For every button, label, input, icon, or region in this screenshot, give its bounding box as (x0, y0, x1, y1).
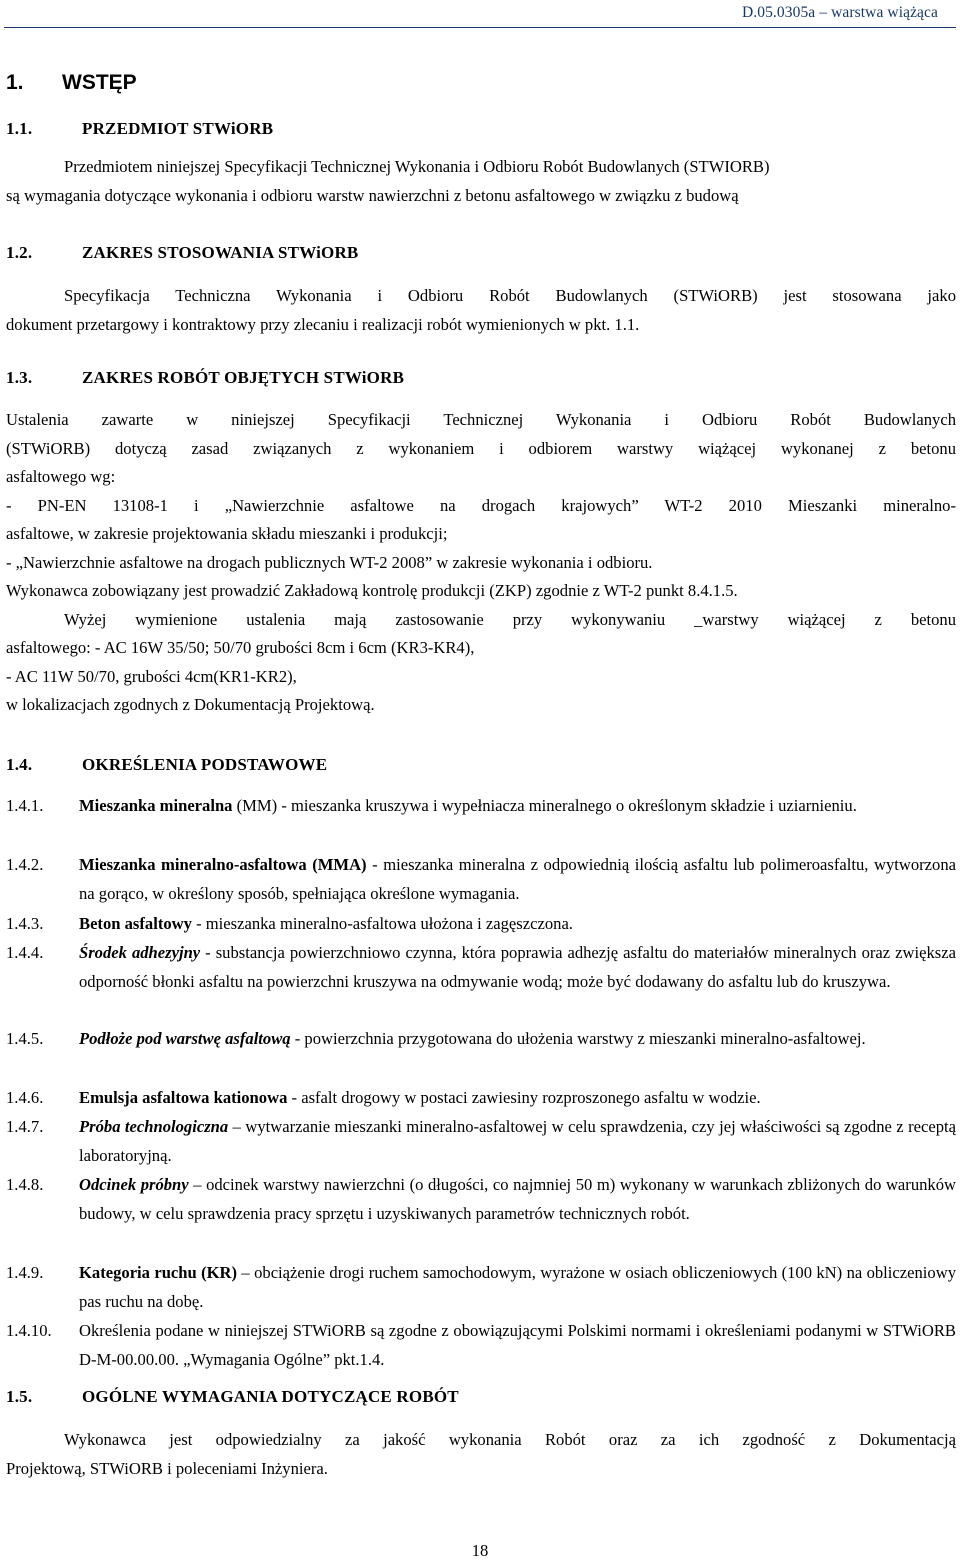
section-number: 1.1. (6, 119, 33, 138)
section-title: PRZEDMIOT STWiORB (82, 119, 274, 138)
header-rule (4, 27, 956, 28)
definition-number: 1.4.10. (6, 1321, 52, 1340)
definition-number: 1.4.1. (6, 796, 44, 815)
section-title: WSTĘP (62, 71, 137, 94)
text-line: - PN-EN 13108-1 i „Nawierzchnie asfaltowe na drogach krajowych” WT-2 2010 Mieszanki mineralno- (6, 495, 956, 515)
definition-1-4-6 (6, 1083, 956, 1112)
text-line: asfaltowego: - AC 16W 35/50; 50/70 grubości 8cm i 6cm (KR3-KR4), (6, 638, 475, 657)
section-heading-1 (6, 71, 137, 95)
text-line: - AC 11W 50/70, grubości 4cm(KR1-KR2), (6, 666, 297, 686)
section-title: ZAKRES STOSOWANIA STWiORB (82, 243, 359, 262)
document-code: D.05.0305a – warstwa wiążąca (741, 4, 938, 21)
paragraph-1-2 (6, 282, 956, 339)
definition-term: Beton asfaltowy (79, 914, 192, 933)
definition-abbr: (KR) (196, 1263, 238, 1282)
section-number: 1.5. (6, 1387, 33, 1406)
definition-term: Próba technologiczna (79, 1117, 229, 1136)
section-title: ZAKRES ROBÓT OBJĘTYCH STWiORB (82, 368, 405, 387)
definition-text: - mieszanka mineralno-asfaltowa ułożona i zagęszczona. (191, 914, 573, 933)
definition-1-4-1 (6, 791, 956, 820)
definition-number: 1.4.7. (6, 1117, 44, 1136)
definition-text: - mieszanka mineralna z odpowiednią ilością asfaltu lub polimeroasfaltu, wytworzona na gorąco, w określony sposób, spełniająca określone wymagania. (79, 855, 956, 903)
definition-1-4-3 (6, 909, 956, 938)
section-heading-1-1 (6, 119, 273, 139)
text-line: Wykonawca zobowiązany jest prowadzić Zakładową kontrolę produkcji (ZKP) zgodnie z WT-2 punkt 8.4.1.5. (6, 581, 738, 600)
paragraph-1-5 (6, 1426, 956, 1483)
definition-1-4-4 (6, 938, 956, 996)
definition-number: 1.4.6. (6, 1088, 44, 1107)
text-line: w lokalizacjach zgodnych z Dokumentacją Projektową. (6, 695, 375, 714)
definition-number: 1.4.4. (6, 943, 44, 962)
definition-text: – obciążenie drogi ruchem samochodowym, wyrażone w osiach obliczeniowych (100 kN) na obliczeniowy pas ruchu na dobę. (79, 1263, 956, 1311)
section-title: OKREŚLENIA PODSTAWOWE (82, 755, 328, 774)
definition-1-4-2 (6, 850, 956, 908)
definition-number: 1.4.8. (6, 1175, 44, 1194)
text-line: Specyfikacja Techniczna Wykonania i Odbioru Robót Budowlanych (STWiORB) jest stosowana jako (64, 286, 956, 305)
section-heading-1-5 (6, 1387, 459, 1407)
definition-text: Określenia podane w niniejszej STWiORB są zgodne z obowiązującymi Polskimi normami i określeniami podanymi w STWiORB D-M-00.00.00. „Wymagania Ogólne” pkt.1.4. (79, 1321, 956, 1369)
definition-text: - mieszanka kruszywa i wypełniacza mineralnego o określonym składzie i uziarnieniu. (277, 796, 857, 815)
text-line: Ustalenia zawarte w niniejszej Specyfikacji Technicznej Wykonania i Odbioru Robót Budowlanych (6, 410, 956, 429)
section-title: OGÓLNE WYMAGANIA DOTYCZĄCE ROBÓT (82, 1387, 459, 1406)
paragraph-1-3 (6, 406, 956, 720)
definition-term: Odcinek próbny (79, 1175, 189, 1194)
definition-number: 1.4.3. (6, 914, 44, 933)
section-heading-1-4 (6, 755, 327, 775)
definition-term: Kategoria ruchu (79, 1263, 197, 1282)
definition-1-4-8 (6, 1170, 956, 1228)
definition-text: - substancja powierzchniowo czynna, która poprawia adhezję asfaltu do materiałów mineralnych oraz zwiększa odporność błonki asfaltu na powierzchni kruszywa na odmywanie wodą; może być dodawany do asfaltu lub do kruszywa. (79, 943, 956, 991)
text-line: Projektową, STWiORB i poleceniami Inżyniera. (6, 1458, 328, 1478)
paragraph-1-1 (6, 153, 956, 210)
definition-term: Podłoże pod warstwę asfaltową (79, 1029, 291, 1048)
definition-text: – wytwarzanie mieszanki mineralno-asfaltowej w celu sprawdzenia, czy jej właściwości są zgodne z receptą laboratoryjną. (79, 1117, 957, 1165)
page-number: 18 (471, 1541, 489, 1560)
text-line: asfaltowe, w zakresie projektowania składu mieszanki i produkcji; (6, 524, 448, 543)
definition-number: 1.4.2. (6, 855, 44, 874)
text-line: Wykonawca jest odpowiedzialny za jakość wykonania Robót oraz za ich zgodność z Dokumentacją (64, 1430, 956, 1449)
definition-abbr: (MMA) (306, 855, 367, 874)
section-heading-1-2 (6, 243, 358, 263)
section-number: 1. (6, 71, 24, 94)
text-line: dokument przetargowy i kontraktowy przy zlecaniu i realizacji robót wymienionych w pkt. 1.1. (6, 314, 640, 334)
text-line: (STWiORB) dotyczą zasad związanych z wykonaniem i odbiorem warstwy wiążącej wykonanej z betonu (6, 438, 956, 458)
section-number: 1.3. (6, 368, 33, 387)
text-line: - „Nawierzchnie asfaltowe na drogach publicznych WT-2 2008” w zakresie wykonania i odbioru. (6, 552, 653, 572)
definition-1-4-10 (6, 1316, 956, 1374)
text-line: Wyżej wymienione ustalenia mają zastosowanie przy wykonywaniu _warstwy wiążącej z betonu (64, 609, 956, 629)
definition-number: 1.4.5. (6, 1029, 44, 1048)
definition-1-4-9 (6, 1258, 956, 1316)
text-line: Przedmiotem niniejszej Specyfikacji Technicznej Wykonania i Odbioru Robót Budowlanych (STWIORB) (64, 157, 770, 176)
section-number: 1.2. (6, 243, 33, 262)
definition-1-4-7 (6, 1112, 956, 1170)
definition-1-4-5 (6, 1024, 956, 1053)
section-heading-1-3 (6, 368, 404, 388)
definition-number: 1.4.9. (6, 1263, 44, 1282)
definition-term: Emulsja asfaltowa kationowa (79, 1088, 288, 1107)
text-line: są wymagania dotyczące wykonania i odbioru warstw nawierzchni z betonu asfaltowego w związku z budową (6, 185, 739, 205)
definition-text: – odcinek warstwy nawierzchni (o długości, co najmniej 50 m) wykonany w warunkach zbliżonych do warunków budowy, w celu sprawdzenia pracy sprzętu i uzyskiwanych parametrów technicznych robót. (79, 1175, 956, 1223)
text-line: asfaltowego wg: (6, 467, 116, 486)
definition-text: - asfalt drogowy w postaci zawiesiny rozproszonego asfaltu w wodzie. (287, 1088, 761, 1107)
definition-text: - powierzchnia przygotowana do ułożenia warstwy z mieszanki mineralno-asfaltowej. (290, 1029, 866, 1048)
definition-term: Mieszanka mineralno-asfaltowa (79, 855, 307, 874)
definition-abbr: (MM) (232, 796, 278, 815)
definition-term: Mieszanka mineralna (79, 796, 233, 815)
section-number: 1.4. (6, 755, 33, 774)
definition-term: Środek adhezyjny (79, 943, 201, 962)
